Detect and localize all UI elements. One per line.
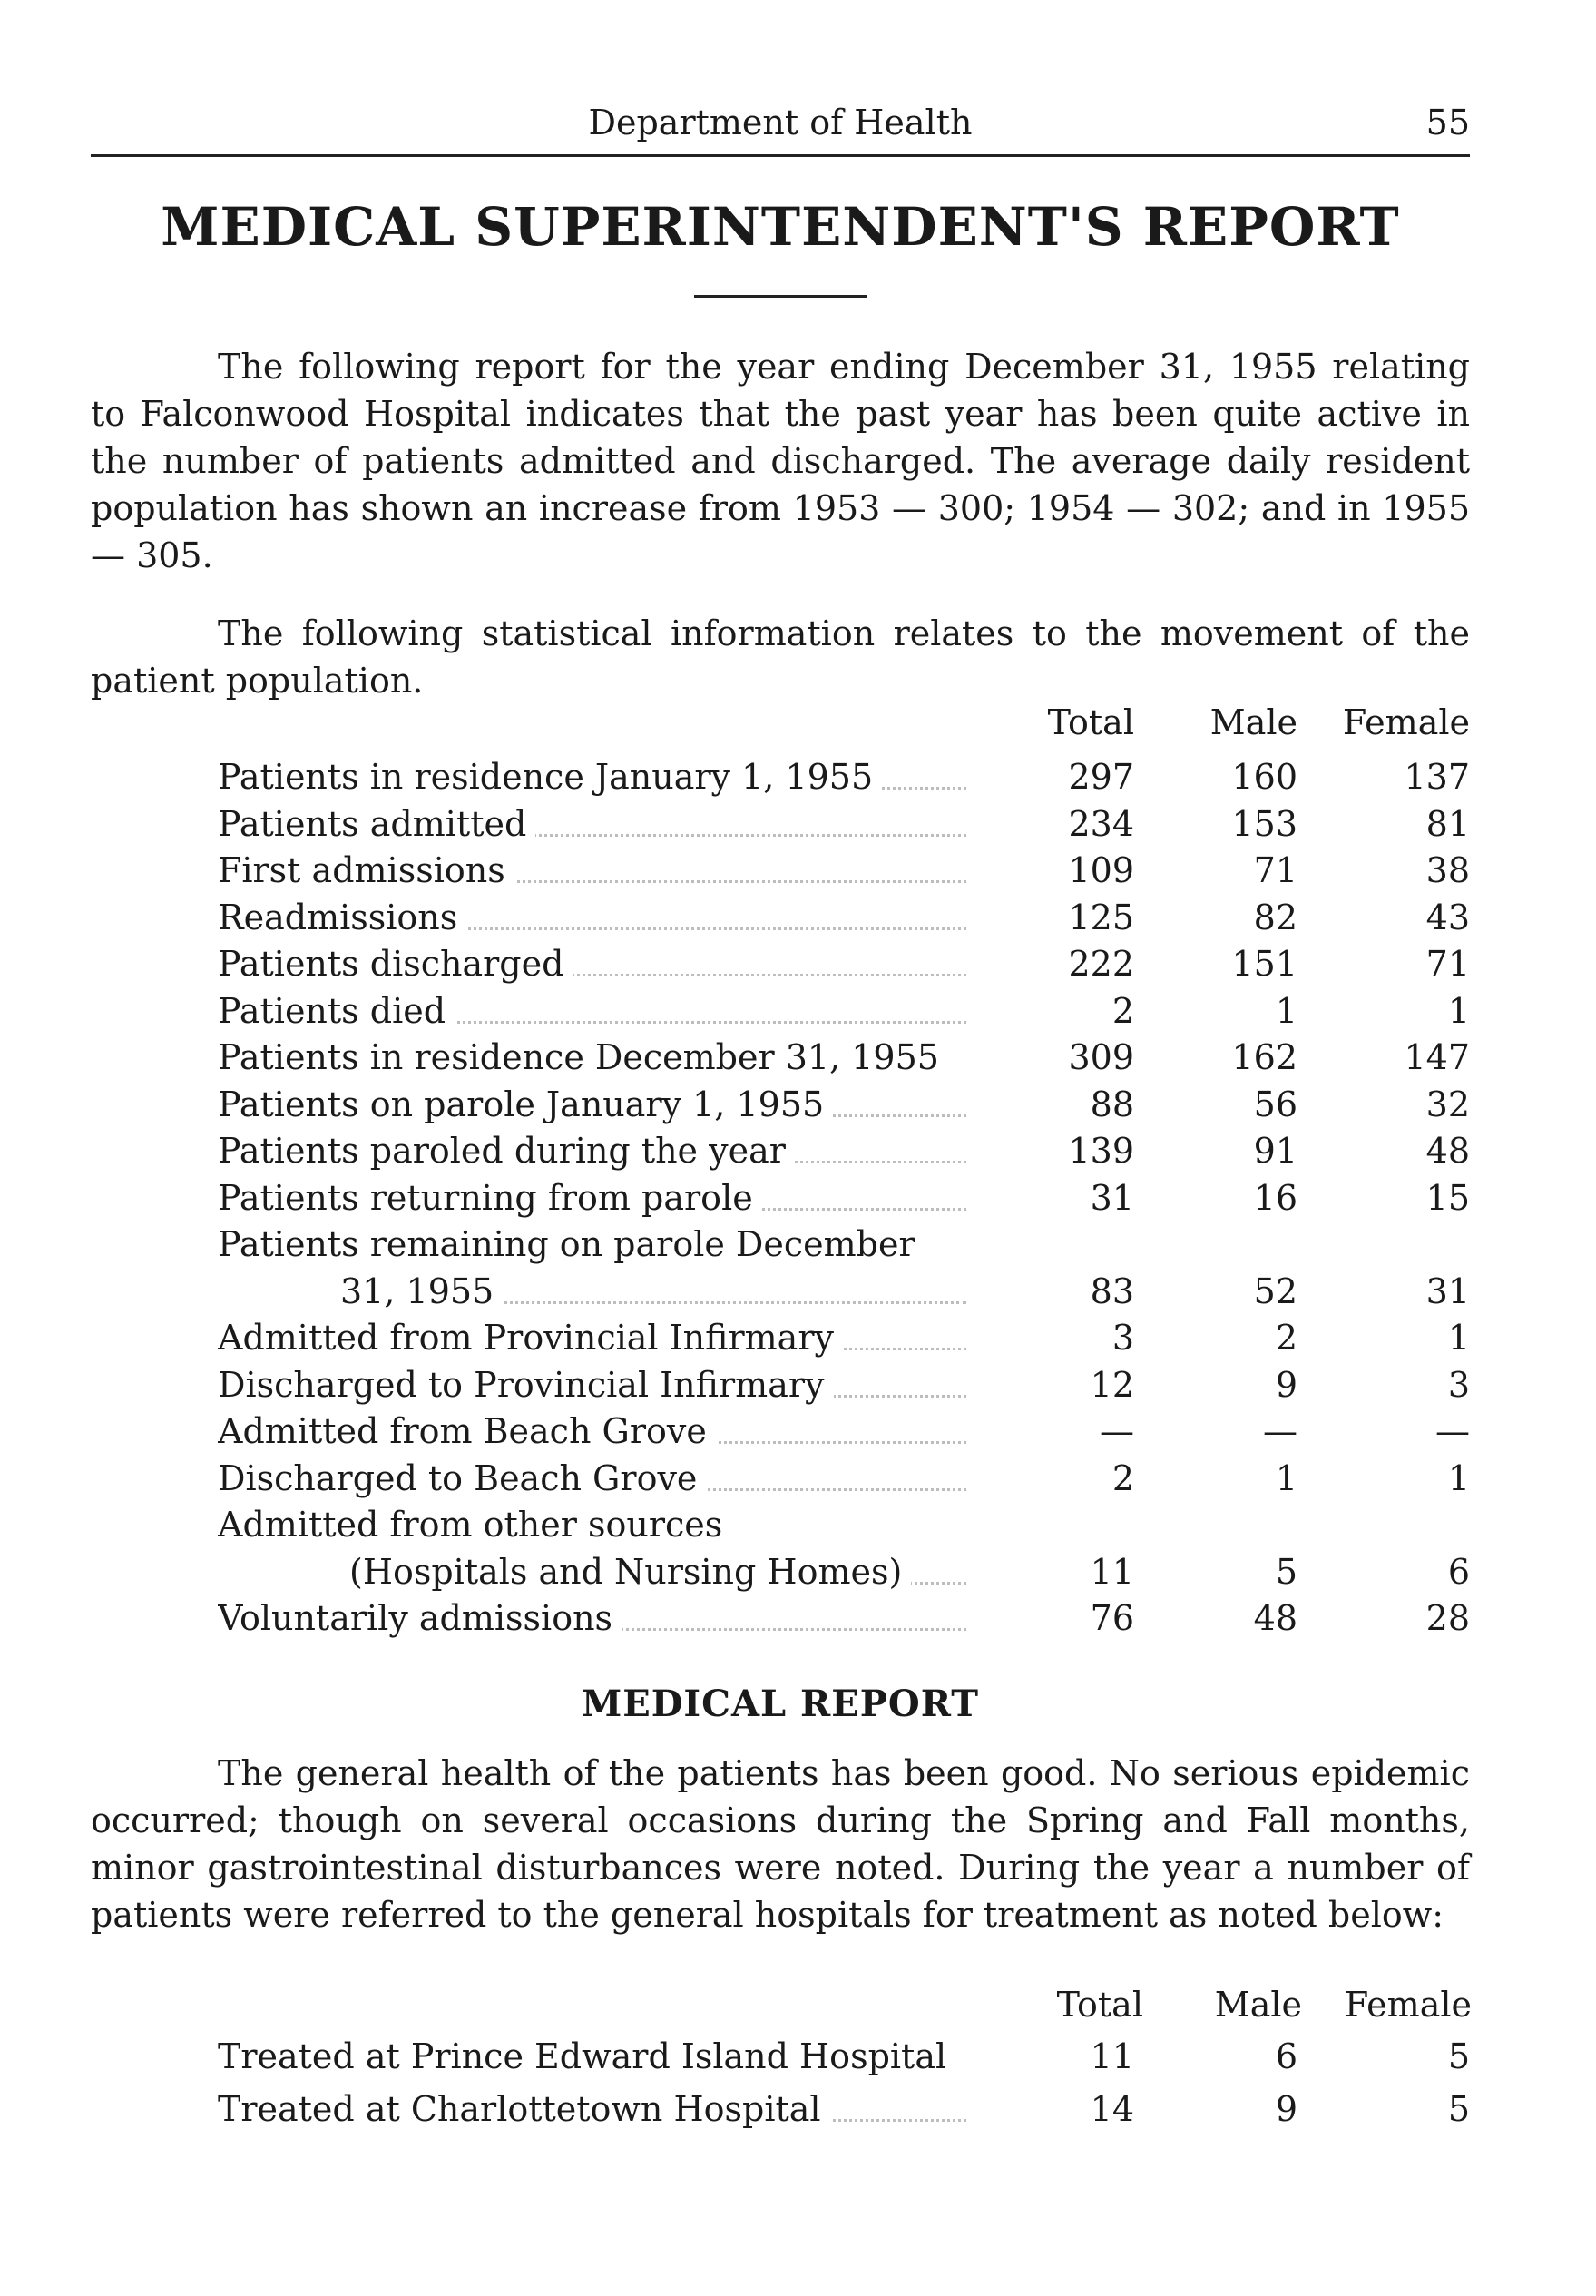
table-row [0,1594,1596,1642]
table-row [0,1127,1596,1174]
row-label-text: Patients admitted [218,804,535,844]
cell-female: 5 [1447,2089,1470,2129]
cell-total: 2 [1111,990,1134,1031]
row-label-text: Patients in residence December 31, 1955 [218,1037,948,1077]
row-label [218,1455,966,1502]
row-label-text: Readmissions [218,898,466,937]
table-row [0,940,1596,987]
table-row [0,1081,1596,1128]
intro-paragraph: The following report for the year ending December 31, 1955 relating to Falconwood Hospital indicates that the past year has been quite active in the number of patients admitted and discharged. The average daily resident population has shown an increase from 1953 — 300; 1954 — 302; and in 1955 — 305. [91,347,1470,575]
row-label [218,847,966,894]
cell-female: 3 [1447,1364,1470,1405]
cell-male: 56 [1253,1084,1297,1124]
row-label [218,940,966,987]
table-row [0,1314,1596,1361]
cell-female: 6 [1447,1551,1470,1592]
row-label-text: Treated at Prince Edward Island Hospital [218,2036,955,2076]
medical-report-paragraph: The general health of the patients has been good. No serious epidemic occurred; though on several occasions during the Spring and Fall months, minor gastrointestinal disturbances were noted. During the year a number of patients were referred to the general hospitals for treatment as noted below: [91,1753,1470,1935]
table-row [0,847,1596,894]
cell-male: 1 [1275,1457,1297,1498]
column-header-total: Total [1047,702,1134,742]
page-title: MEDICAL SUPERINTENDENT'S REPORT [161,196,1400,258]
running-head [91,95,1470,150]
cell-female: 15 [1425,1177,1470,1218]
row-label [218,1221,966,1268]
cell-total: 3 [1111,1318,1134,1358]
cell-female: 71 [1425,944,1470,984]
cell-total: — [1100,1411,1134,1451]
row-label-text: Admitted from other sources [218,1505,731,1545]
row-label [218,1501,966,1548]
row-label [218,1127,966,1174]
row-label-text: 31, 1955 [340,1271,503,1311]
row-label [218,1034,966,1081]
cell-total: 125 [1068,897,1134,937]
cell-male: 1 [1275,990,1297,1031]
row-label-text: Admitted from Provincial Infirmary [218,1318,843,1358]
row-label [218,1314,966,1361]
row-label-text: (Hospitals and Nursing Homes) [349,1552,911,1592]
cell-male: 151 [1231,944,1297,984]
cell-male: — [1263,1411,1297,1451]
cell-male: 48 [1253,1598,1297,1638]
cell-female: 38 [1425,850,1470,890]
cell-female: 28 [1425,1598,1470,1638]
cell-female: 147 [1404,1037,1470,1077]
cell-total: 222 [1068,944,1134,984]
row-label-text: Patients remaining on parole December [218,1224,925,1264]
row-label-text: First admissions [218,850,514,890]
cell-total: 234 [1068,803,1134,844]
cell-female: 48 [1425,1131,1470,1171]
cell-total: 83 [1090,1271,1134,1311]
cell-male: 16 [1253,1177,1297,1218]
row-label-text: Patients discharged [218,944,573,984]
row-label-text: Patients paroled during the year [218,1131,795,1171]
cell-male: 9 [1275,2089,1297,2129]
treatment-header-female: Female [1344,1985,1472,2025]
cell-male: 5 [1275,1551,1297,1592]
table-row [0,2085,1596,2133]
row-label-text: Discharged to Beach Grove [218,1458,706,1498]
row-label [218,800,966,848]
table-row [0,987,1596,1035]
row-label-text: Voluntarily admissions [218,1598,622,1638]
cell-male: 71 [1253,850,1297,890]
cell-total: 88 [1090,1084,1134,1124]
cell-female: 1 [1447,990,1470,1031]
page-number: 55 [1425,103,1470,142]
column-header-male: Male [1209,702,1297,742]
row-label [218,753,966,800]
row-label [218,894,966,941]
cell-total: 11 [1090,2036,1134,2076]
cell-female: 137 [1404,757,1470,797]
cell-male: 153 [1231,803,1297,844]
table-row [0,1501,1596,1548]
cell-female: 5 [1447,2036,1470,2076]
cell-female: 32 [1425,1084,1470,1124]
header-rule [91,154,1470,157]
cell-female: 31 [1425,1271,1470,1311]
row-label-text: Admitted from Beach Grove [218,1411,716,1451]
cell-total: 309 [1068,1037,1134,1077]
cell-total: 76 [1090,1598,1134,1638]
row-label [218,1408,966,1455]
cell-male: 52 [1253,1271,1297,1311]
row-label [218,1361,966,1408]
cell-total: 31 [1090,1177,1134,1218]
row-label [349,1548,966,1595]
cell-female: 43 [1425,897,1470,937]
cell-male: 9 [1275,1364,1297,1405]
running-head-title: Department of Health [588,103,973,142]
table-row [0,1174,1596,1222]
cell-total: 2 [1111,1457,1134,1498]
cell-male: 2 [1275,1318,1297,1358]
row-label [218,1081,966,1128]
row-label [218,2085,966,2133]
table-row [0,1548,1596,1595]
stats-intro-paragraph: The following statistical information relates to the movement of the patient population. [91,613,1470,701]
row-label-text: Patients in residence January 1, 1955 [218,757,882,797]
row-label-text: Patients died [218,991,455,1031]
cell-male: 6 [1275,2036,1297,2076]
cell-total: 11 [1090,1551,1134,1592]
cell-female: 1 [1447,1318,1470,1358]
cell-female: 1 [1447,1457,1470,1498]
cell-male: 91 [1253,1131,1297,1171]
row-label [218,987,966,1035]
row-label-text: Patients returning from parole [218,1178,762,1218]
table-row [0,2033,1596,2080]
cell-total: 139 [1068,1131,1134,1171]
row-label-text: Treated at Charlottetown Hospital [218,2089,830,2129]
row-label [218,2033,966,2080]
table-row [0,1361,1596,1408]
cell-male: 82 [1253,897,1297,937]
row-label-text: Patients on parole January 1, 1955 [218,1084,833,1124]
table-row [0,1268,1596,1315]
table-row [0,894,1596,941]
table-row [0,1221,1596,1268]
cell-total: 109 [1068,850,1134,890]
table-row [0,800,1596,848]
cell-female: 81 [1425,803,1470,844]
cell-female: — [1435,1411,1470,1451]
row-label [218,1594,966,1642]
treatment-header-male: Male [1214,1985,1302,2025]
cell-total: 12 [1090,1364,1134,1405]
cell-male: 160 [1231,757,1297,797]
table-row [0,1034,1596,1081]
table-row [0,1408,1596,1455]
treatment-header-total: Total [1056,1985,1143,2025]
row-label [218,1174,966,1222]
table-row [0,1455,1596,1502]
cell-male: 162 [1231,1037,1297,1077]
row-label [340,1268,966,1315]
column-header-female: Female [1342,702,1470,742]
title-rule [694,295,867,298]
row-label-text: Discharged to Provincial Infirmary [218,1365,834,1405]
table-row [0,753,1596,800]
cell-total: 14 [1090,2089,1134,2129]
medical-report-title: MEDICAL REPORT [581,1683,980,1725]
cell-total: 297 [1068,757,1134,797]
